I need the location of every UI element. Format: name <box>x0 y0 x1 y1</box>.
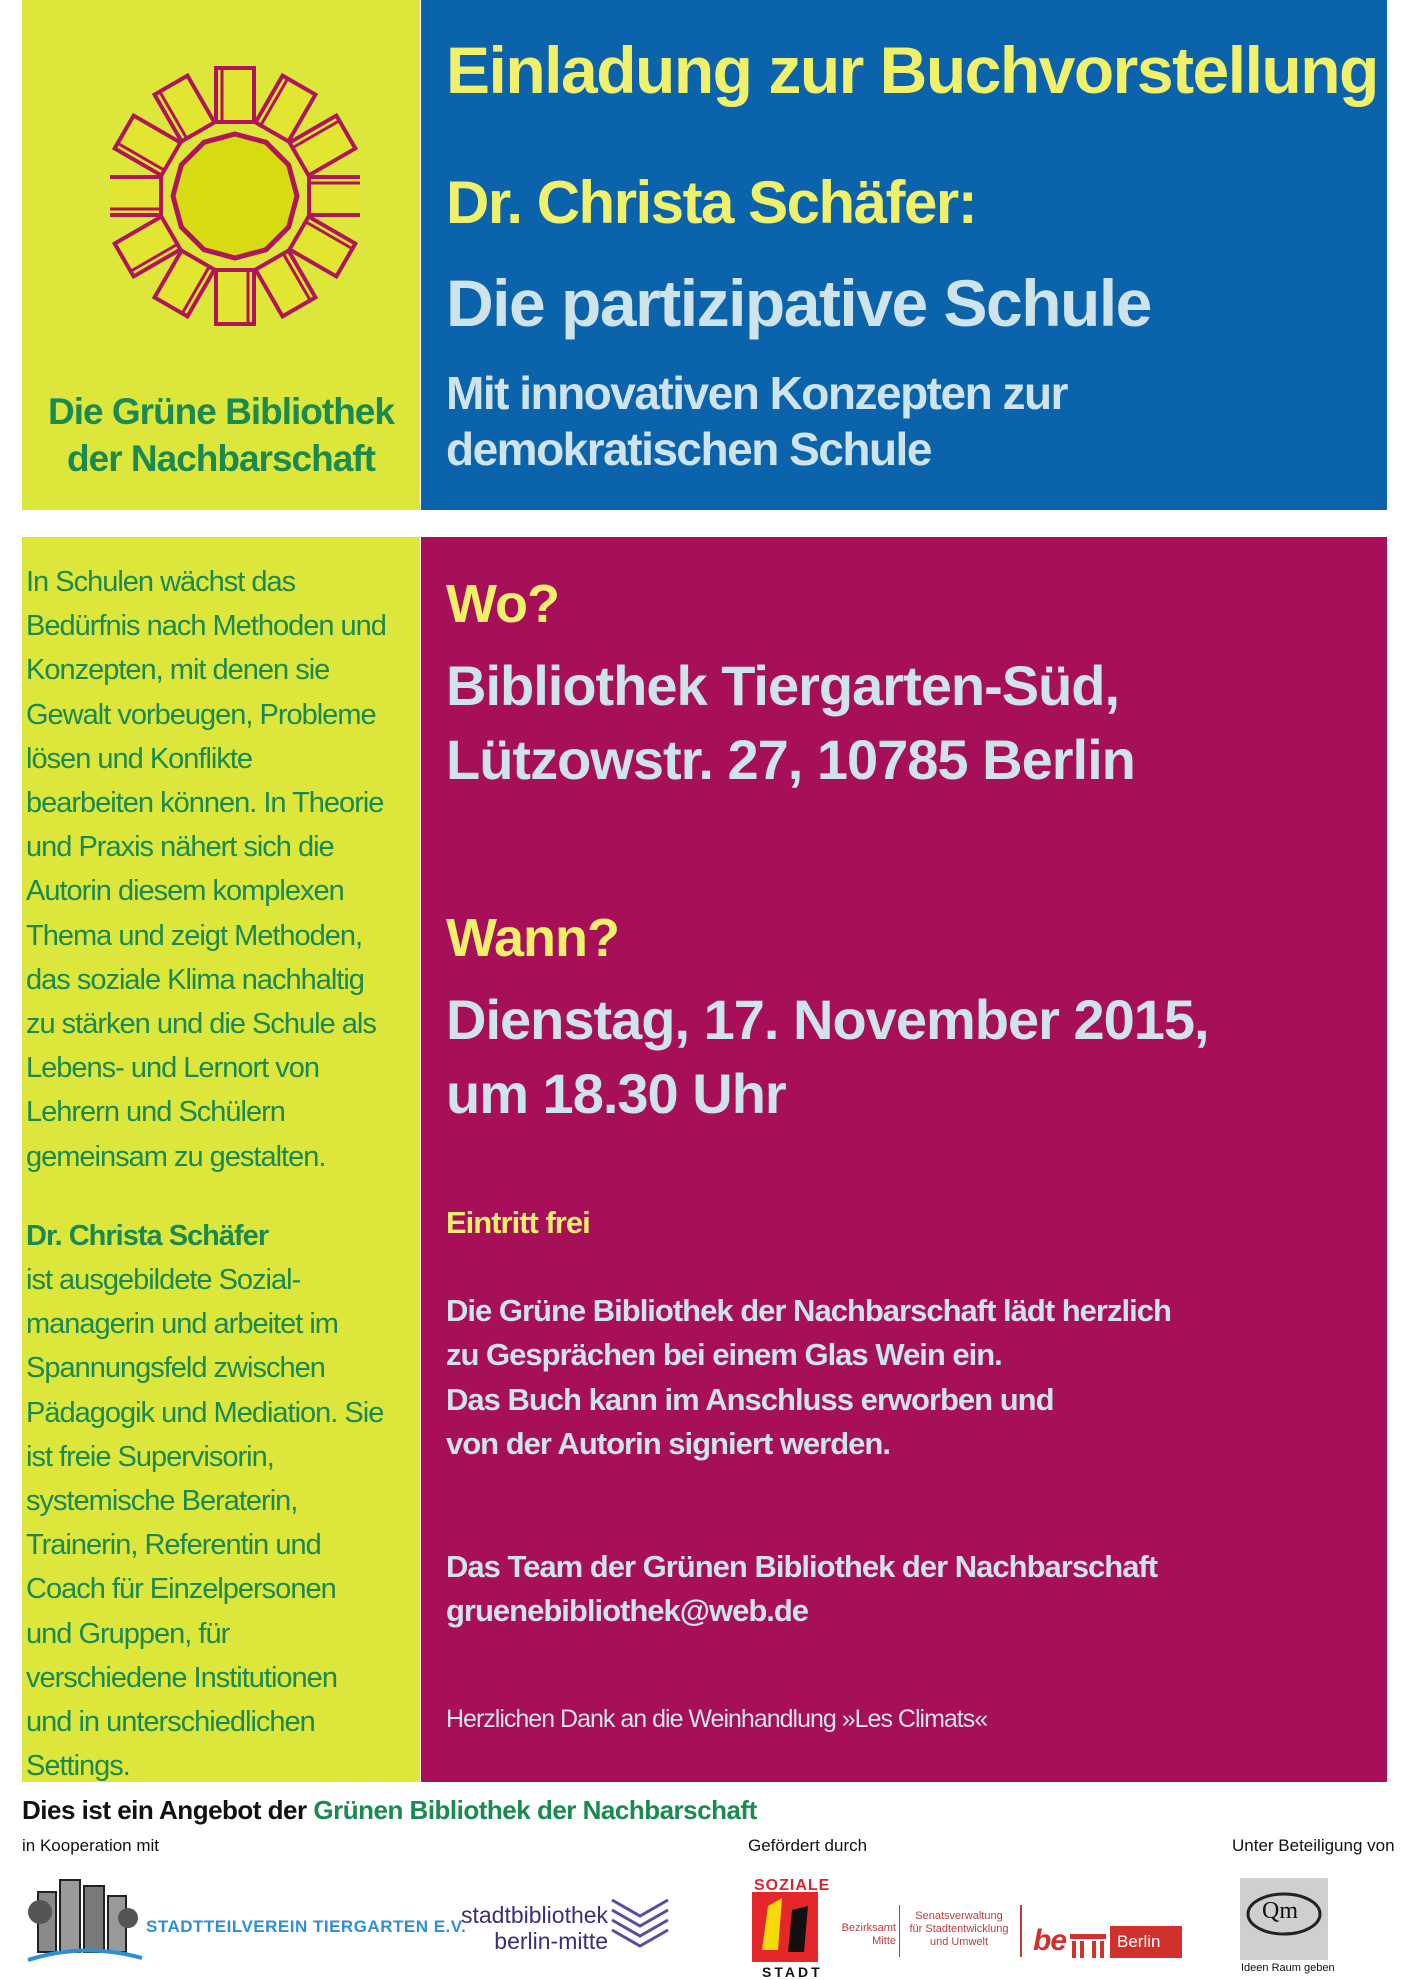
stadtteilverein-name: STADTTEILVEREIN TIERGARTEN E.V. <box>146 1917 467 1936</box>
logo-center <box>173 134 297 258</box>
offer-prefix: Dies ist ein Angebot der <box>22 1795 307 1825</box>
open-book-icon <box>608 1892 672 1954</box>
invitation-line-3: Das Buch kann im Anschluss erworben und <box>446 1382 1054 1417</box>
bezirksamt-line2: Mitte <box>872 1935 896 1947</box>
event-panel <box>421 537 1387 1782</box>
bezirksamt-label <box>836 1922 896 1948</box>
soziale-stadt-top: SOZIALE <box>754 1877 831 1894</box>
when-label: Wann? <box>446 908 619 968</box>
stadtbibliothek-line2: berlin-mitte <box>494 1928 609 1954</box>
stadtbibliothek-line1: stadtbibliothek <box>461 1902 609 1928</box>
venue-name: Bibliothek Tiergarten-Süd, <box>446 654 1120 717</box>
thanks-note: Herzlichen Dank an die Weinhandlung »Les Climats« <box>446 1705 988 1733</box>
logo-book <box>110 177 161 215</box>
contact-email[interactable]: gruenebibliothek@web.de <box>446 1593 809 1628</box>
author-bio: ist ausgebildete Sozial-managerin und arbeitet im Spannungsfeld zwischen Pädagogik und Mediation. Sie ist freie Supervisorin, systemische Beraterin, Trainerin, Referentin und Coach für Einzelpersonen und Gruppen, für verschiedene Institutionen und in unterschiedlichen Settings. <box>26 1264 384 1783</box>
book-title: Die partizipative Schule <box>446 266 1151 340</box>
funded-label: Gefördert durch <box>748 1836 868 1855</box>
divider <box>899 1905 900 1957</box>
bezirksamt-line1: Bezirksamt <box>841 1922 896 1934</box>
library-name-line2: der Nachbarschaft <box>67 438 375 479</box>
divider <box>1020 1905 1022 1957</box>
invitation-line-4: von der Autorin signiert werden. <box>446 1426 890 1461</box>
qm-mark: Qm <box>1262 1898 1298 1924</box>
logo-book <box>216 68 254 122</box>
book-subtitle: Mit innovativen Konzepten zur demokratischen Schule <box>446 367 1067 475</box>
where-label: Wo? <box>446 574 559 634</box>
library-name <box>22 388 420 482</box>
berlin-word: Berlin <box>1117 1932 1161 1951</box>
senats-line1: Senatsverwaltung <box>915 1910 1003 1922</box>
logo-book <box>309 177 360 215</box>
brandenburg-gate-icon <box>1070 1932 1106 1960</box>
author-name: Dr. Christa Schäfer <box>26 1220 269 1252</box>
soziale-stadt-bottom: STADT <box>762 1964 823 1980</box>
entry-free: Eintritt frei <box>446 1205 590 1240</box>
sun-of-books-icon <box>110 46 360 366</box>
offer-highlight: Grünen Bibliothek der Nachbarschaft <box>313 1795 757 1825</box>
logo-book <box>216 270 254 324</box>
event-date: Dienstag, 17. November 2015, <box>446 988 1209 1051</box>
book-description: In Schulen wächst das Bedürfnis nach Methoden und Konzepten, mit denen sie Gewalt vorbeugen, Probleme lösen und Konflikte bearbeiten können. In Theorie und Praxis nähert sich die Autorin diesem komplexen Thema und zeigt Methoden, das soziale Klima nachhaltig zu stärken und die Schule als Lebens- und Lernort von Lehrern und Schülern gemeinsam zu gestalten. <box>26 566 386 1173</box>
team-signoff: Das Team der Grünen Bibliothek der Nachbarschaft <box>446 1549 1158 1584</box>
senats-line2: für Stadtentwicklung <box>909 1923 1009 1935</box>
author-heading: Dr. Christa Schäfer: <box>446 169 977 236</box>
be-berlin-mark: be <box>1033 1924 1067 1957</box>
stadtteilverein-logo-icon <box>26 1872 144 1972</box>
offer-line <box>22 1795 757 1826</box>
venue-address: Lützowstr. 27, 10785 Berlin <box>446 728 1135 791</box>
invitation-line-1: Die Grüne Bibliothek der Nachbarschaft lädt herzlich <box>446 1293 1171 1328</box>
logo-panel <box>22 0 420 510</box>
invitation-line-2: zu Gesprächen bei einem Glas Wein ein. <box>446 1337 1002 1372</box>
qm-caption: Ideen Raum geben <box>1241 1962 1335 1974</box>
title-panel <box>421 0 1387 510</box>
library-name-line1: Die Grüne Bibliothek <box>48 391 394 432</box>
stadtbibliothek-name <box>461 1902 608 1954</box>
senatsverwaltung-label <box>904 1910 1014 1949</box>
qm-logo-box <box>1240 1878 1328 1960</box>
participation-label: Unter Beteiligung von <box>1232 1836 1395 1855</box>
invitation-heading: Einladung zur Buchvorstellung <box>446 33 1378 107</box>
cooperation-label: in Kooperation mit <box>22 1836 160 1855</box>
senats-line3: und Umwelt <box>929 1936 989 1948</box>
event-time: um 18.30 Uhr <box>446 1062 786 1125</box>
